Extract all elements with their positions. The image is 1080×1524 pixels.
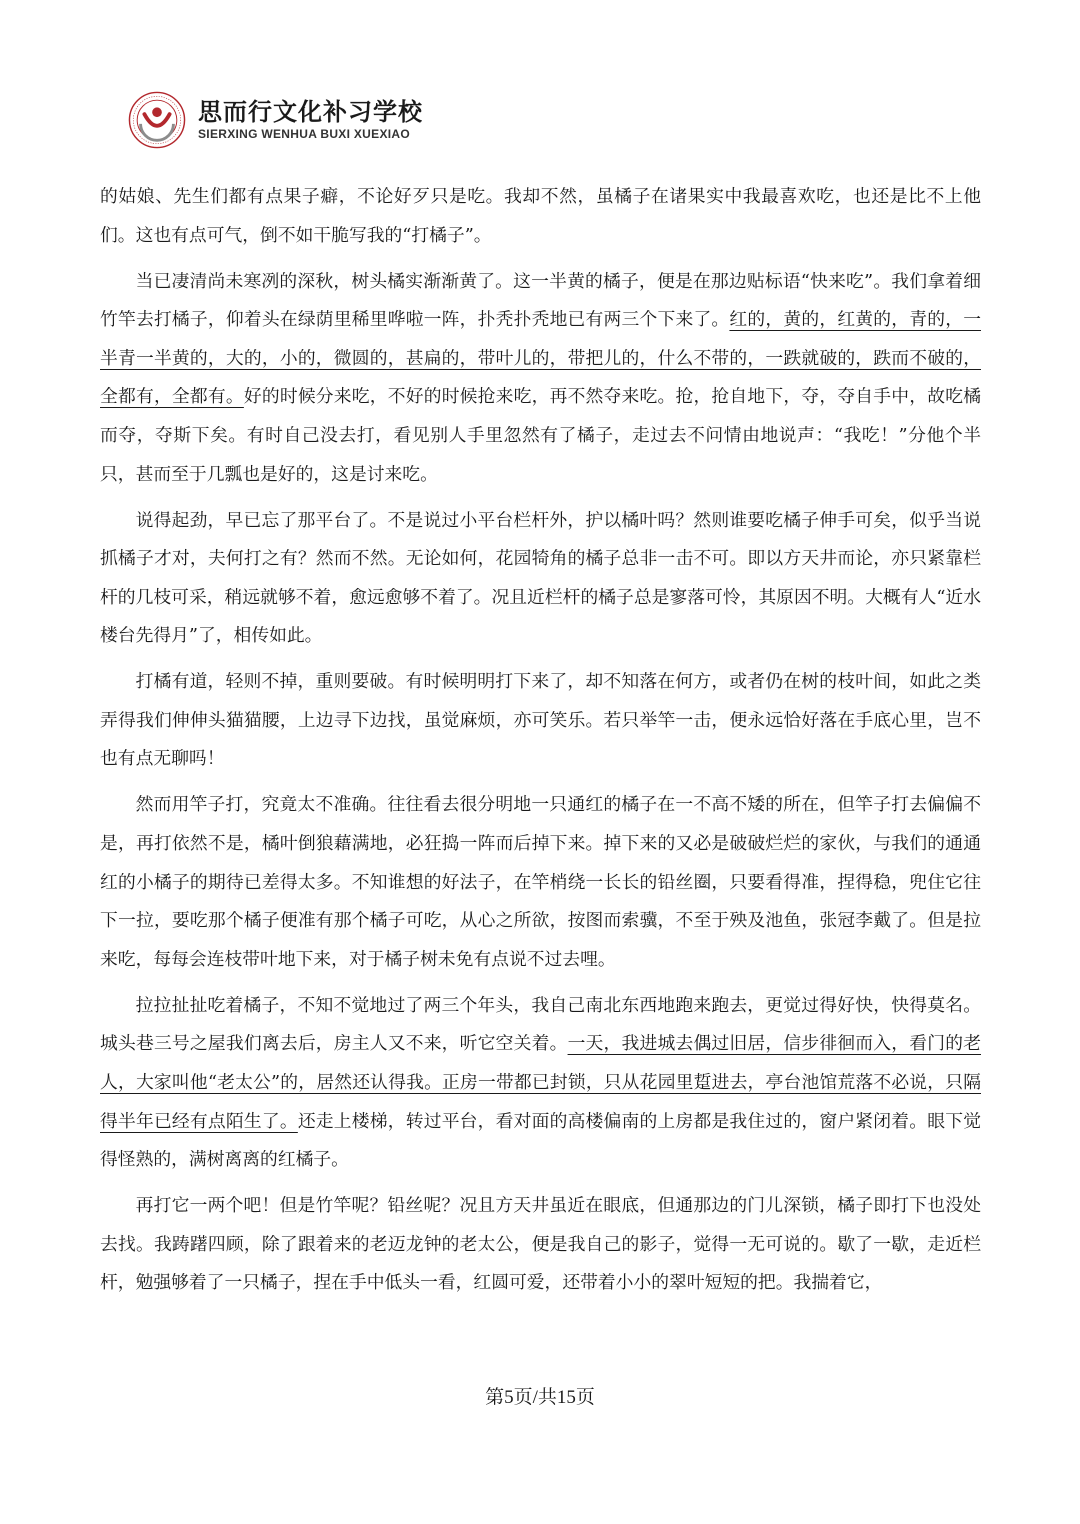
- underlined-text: 一天，我进城去偶过旧居，信步徘徊而入，看门的老人，大家叫他“老太公”的，居然还认得我。正房一带都已封锁，只从花园里踅进去，亭台池馆荒落不必说，只隔得半年已经有点陌生了。: [100, 1033, 981, 1132]
- paragraph-text: 好的时候分来吃，不好的时候抢来吃，再不然夺来吃。抢，抢自地下，夺，夺自手中，故吃橘而夺，夺斯下矣。有时自己没去打，看见别人手里忽然有了橘子，走过去不问情由地说声：“我吃！”分他个半只，甚而至于几瓢也是好的，这是讨来吃。: [100, 386, 981, 485]
- paragraph-text: 打橘有道，轻则不掉，重则要破。有时候明明打下来了，却不知落在何方，或者仍在树的枝叶间，如此之类弄得我们伸伸头猫猫腰，上边寻下边找，虽觉麻烦，亦可笑乐。若只举竿一击，便永远恰好落在手底心里，岂不也有点无聊吗！: [100, 671, 981, 770]
- paragraph: [100, 1187, 981, 1303]
- paragraph-text: 然而用竿子打，究竟太不准确。往往看去很分明地一只通红的橘子在一不高不矮的所在，但竿子打去偏偏不是，再打依然不是，橘叶倒狼藉满地，必狂捣一阵而后掉下来。掉下来的又必是破破烂烂的家伙，与我们的通通红的小橘子的期待已差得太多。不知谁想的好法子，在竿梢绕一长长的铅丝圈，只要看得准，捏得稳，兜住它往下一拉，要吃那个橘子便准有那个橘子可吃，从心之所欲，按图而索骥，不至于殃及池鱼，张冠李戴了。但是拉来吃，每每会连枝带叶地下来，对于橘子树未免有点说不过去哩。: [100, 794, 981, 970]
- paragraph-text: 的姑娘、先生们都有点果子癖，不论好歹只是吃。我却不然，虽橘子在诸果实中我最喜欢吃，也还是比不上他们。这也有点可气，倒不如干脆写我的“打橘子”。: [100, 186, 981, 246]
- page-header: [128, 88, 423, 152]
- paragraph-text: 说得起劲，早已忘了那平台了。不是说过小平台栏杆外，护以橘叶吗？然则谁要吃橘子伸手可矣，似乎当说抓橘子才对，夫何打之有？然而不然。无论如何，花园犄角的橘子总非一击不可。即以方天井而论，亦只紧靠栏杆的几枝可采，稍远就够不着，愈远愈够不着了。况且近栏杆的橘子总是寥落可怜，其原因不明。大概有人“近水楼台先得月”了，相传如此。: [100, 509, 981, 647]
- paragraph: [100, 786, 981, 979]
- paragraph-text: 当已凄清尚未寒冽的深秋，树头橘实渐渐黄了。这一半黄的橘子，便是在那边贴标语“快来吃”。我们拿着细竹竿去打橘子，仰着头在绿荫里稀里哗啦一阵，扑秃扑秃地已有两三个下来了。: [100, 270, 981, 331]
- paragraph: [100, 987, 981, 1180]
- page-number: 第5页/共15页: [485, 1387, 595, 1408]
- school-name-cn: 思而行文化补习学校: [198, 98, 423, 126]
- school-brand: [198, 98, 423, 142]
- paragraph-text: 还走上楼梯，转过平台，看对面的高楼偏南的上房都是我住过的，窗户紧闭着。眼下觉得怪熟的，满树离离的红橘子。: [100, 1110, 981, 1171]
- paragraph: [100, 663, 981, 779]
- school-logo: [128, 91, 186, 149]
- paragraph: [100, 178, 981, 255]
- school-name-en: SIERXING WENHUA BUXI XUEXIAO: [198, 127, 410, 141]
- paragraph-text: 拉拉扯扯吃着橘子，不知不觉地过了两三个年头，我自己南北东西地跑来跑去，更觉过得好快，快得莫名。城头巷三号之屋我们离去后，房主人又不来，听它空关着。: [100, 994, 981, 1055]
- article-body: [100, 178, 981, 1310]
- underlined-text: 红的，黄的，红黄的，青的，一半青一半黄的，大的，小的，微圆的，甚扁的，带叶儿的，带把儿的，什么不带的，一跌就破的，跌而不破的，全都有，全都有。: [100, 309, 981, 408]
- paragraph-text: 再打它一两个吧！但是竹竿呢？铅丝呢？况且方天井虽近在眼底，但通那边的门儿深锁，橘子即打下也没处去找。我踌躇四顾，除了跟着来的老迈龙钟的老太公，便是我自己的影子，觉得一无可说的。歇了一歇，走近栏杆，勉强够着了一只橘子，捏在手中低头一看，红圆可爱，还带着小小的翠叶短短的把。我揣着它，: [100, 1195, 981, 1294]
- paragraph: [100, 502, 981, 656]
- paragraph: [100, 263, 981, 495]
